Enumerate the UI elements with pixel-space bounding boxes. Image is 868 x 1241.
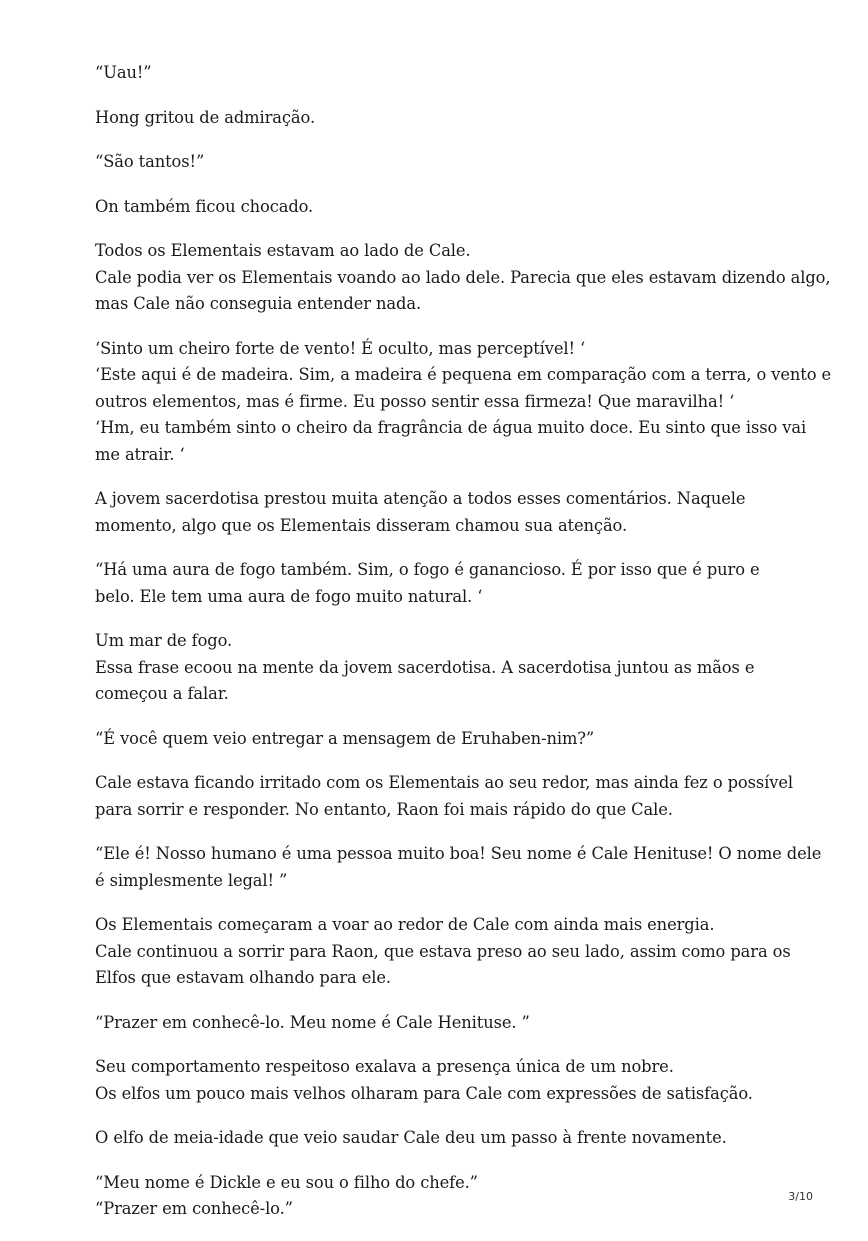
text-line: Hong gritou de admiração. [95,107,316,127]
paragraph [95,1054,795,1107]
text-line: ‘Hm, eu também sinto o cheiro da fragrância de água muito doce. Eu sinto que isso vai [95,418,807,437]
text-line: ‘Sinto um cheiro forte de vento! É oculto, mas perceptível! ‘ [95,338,586,358]
text-line: A jovem sacerdotisa prestou muita atenção a todos esses comentários. Naquele [95,489,746,508]
text-line: momento, algo que os Elementais disseram chamou sua atenção. [95,515,628,535]
text-line: belo. Ele tem uma aura de fogo muito natural. ‘ [95,586,483,606]
text-line: Seu comportamento respeitoso exalava a presença única de um nobre. [95,1057,674,1076]
page-number: 3/10 [788,1190,813,1203]
paragraph [95,628,795,708]
text-line: Cale continuou a sorrir para Raon, que estava preso ao seu lado, assim como para os [95,941,791,961]
text-line: Todos os Elementais estavam ao lado de Cale. [95,241,471,260]
text-line: Os Elementais começaram a voar ao redor de Cale com ainda mais energia. [95,915,715,934]
text-line: Os elfos um pouco mais velhos olharam para Cale com expressões de satisfação. [95,1083,753,1103]
text-line: começou a falar. [95,684,229,703]
text-line: “Uau!” [95,63,152,82]
paragraph [95,1170,795,1223]
text-line: “São tantos!” [95,152,205,171]
paragraph [95,336,832,469]
paragraph [95,486,795,539]
text-line: para sorrir e responder. No entanto, Raon foi mais rápido do que Cale. [95,799,673,819]
text-line: outros elementos, mas é firme. Eu posso sentir essa firmeza! Que maravilha! ‘ [95,391,735,411]
text-line: “É você quem veio entregar a mensagem de Eruhaben-nim?” [95,728,595,748]
paragraph [95,726,795,753]
paragraph [95,149,795,176]
text-line: “Há uma aura de fogo também. Sim, o fogo é ganancioso. É por isso que é puro e [95,560,760,579]
paragraph [95,194,795,221]
text-line: é simplesmente legal! ” [95,870,288,890]
text-line: On também ficou chocado. [95,196,314,216]
text-line: O elfo de meia-idade que veio saudar Cale deu um passo à frente novamente. [95,1128,727,1147]
text-line: mas Cale não conseguia entender nada. [95,294,422,313]
text-line: “Ele é! Nosso humano é uma pessoa muito boa! Seu nome é Cale Henituse! O nome dele [95,844,822,863]
paragraph [95,1125,795,1152]
text-line: Elfos que estavam olhando para ele. [95,968,391,987]
text-line: Cale podia ver os Elementais voando ao lado dele. Parecia que eles estavam dizendo algo, [95,267,831,287]
paragraph [95,60,795,87]
text-line: “Meu nome é Dickle e eu sou o filho do chefe.” [95,1172,478,1192]
paragraph [95,238,831,318]
paragraph [95,912,795,992]
text-line: “Prazer em conhecê-lo. Meu nome é Cale Henituse. ” [95,1012,530,1032]
paragraph [95,1010,795,1037]
text-line: ‘Este aqui é de madeira. Sim, a madeira é pequena em comparação com a terra, o vento e [95,365,832,384]
paragraph [95,770,795,823]
text-line: Um mar de fogo. [95,631,233,650]
paragraph [95,105,795,132]
text-line: Essa frase ecoou na mente da jovem sacerdotisa. A sacerdotisa juntou as mãos e [95,657,755,677]
paragraph [95,841,822,894]
text-line: me atrair. ‘ [95,444,185,464]
paragraph [95,557,795,610]
text-line: “Prazer em conhecê-lo.” [95,1199,293,1218]
text-line: Cale estava ficando irritado com os Elementais ao seu redor, mas ainda fez o possível [95,773,793,792]
